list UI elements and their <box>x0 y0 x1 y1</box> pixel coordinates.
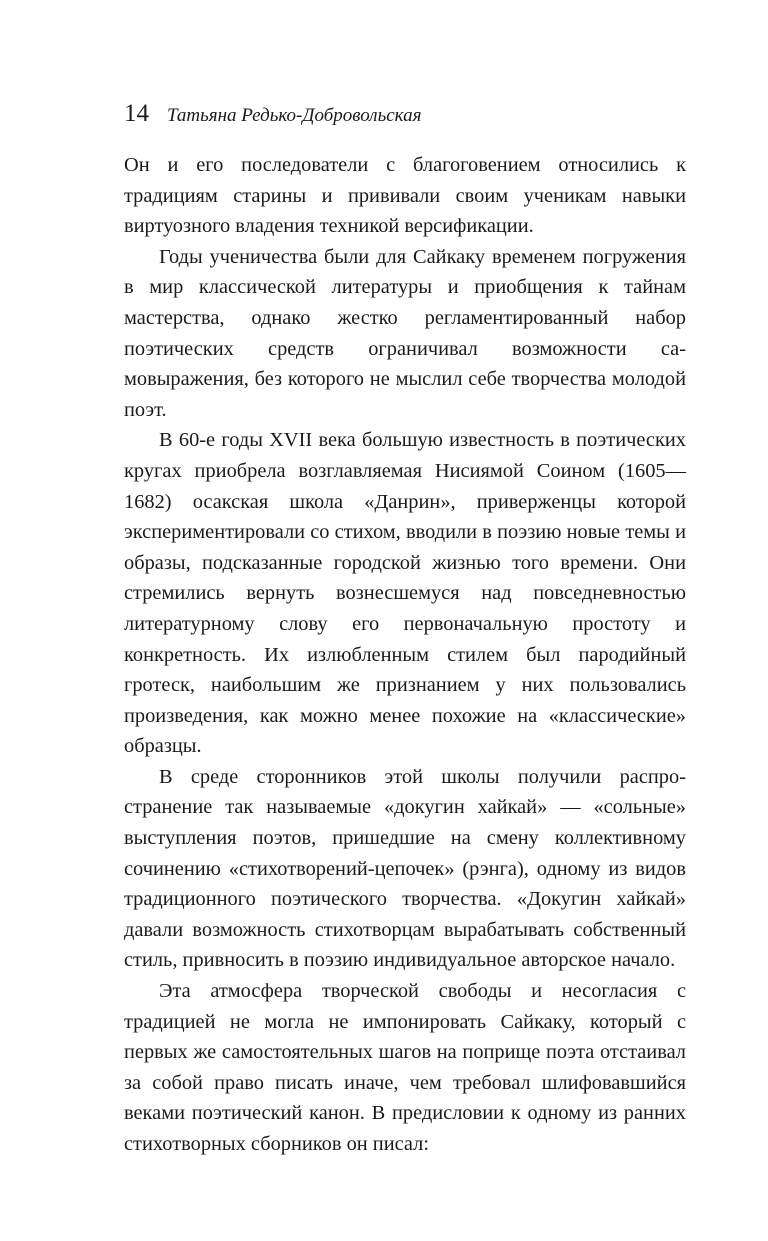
paragraph-2: Годы ученичества были для Сайкаку временем погружения в мир классической литературы и приобщения к тайнам мастерства, однако жестко регламентированный набор поэтических средств ограничивал возможности самовыражения, без которого не мыслил себе творчества молодой поэт. <box>124 245 686 421</box>
paragraph-5: Эта атмосфера творческой свободы и несогласия с традицией не могла не импонировать Сайкаку, который с первых же самостоятельных шагов на поприще поэта отстаивал за собой право писать иначе, чем требовал шлифовавшийся веками поэтический канон. В предисловии к одному из ранних стихотворных сборников он писал: <box>124 980 686 1155</box>
paragraph-3: В 60-е годы XVII века большую известность в поэтических кругах приобрела возглавляемая Нисиямой Соином (1605—1682) осакская школа «Данрин», приверженцы которой экспериментировали со стихом, вводили в поэзию новые темы и образы, подсказанные городской жизнью того времени. Они стремились вернуть вознесшемуся над повседневностью литературному слову его первоначальную простоту и конкретность. Их излюбленным стилем был пародийный гротеск, наибольшим же признанием у них пользовались произведения, как можно менее похожие на «классические» образцы. <box>124 429 686 758</box>
running-header <box>124 100 686 134</box>
book-page <box>124 100 686 1160</box>
body-text <box>124 150 686 1160</box>
paragraph-1: Он и его последователи с благоговением относились к традициям старины и прививали своим ученикам навыки виртуозного владения техникой версификации. <box>124 154 686 238</box>
page-number: 14 <box>124 100 149 127</box>
paragraph-4: В среде сторонников этой школы получили распространение так называемые «докугин хайкай» — «сольные» выступления поэтов, пришедшие на смену коллективному сочинению «стихотворений-цепочек» (рэнга), одному из видов традиционного поэтического творчества. «Докугин хайкай» давали возможность стихотворцам вырабатывать собственный стиль, привносить в поэзию индивидуальное авторское начало. <box>124 765 686 972</box>
running-head-author: Татьяна Редько-Добровольская <box>167 105 422 126</box>
